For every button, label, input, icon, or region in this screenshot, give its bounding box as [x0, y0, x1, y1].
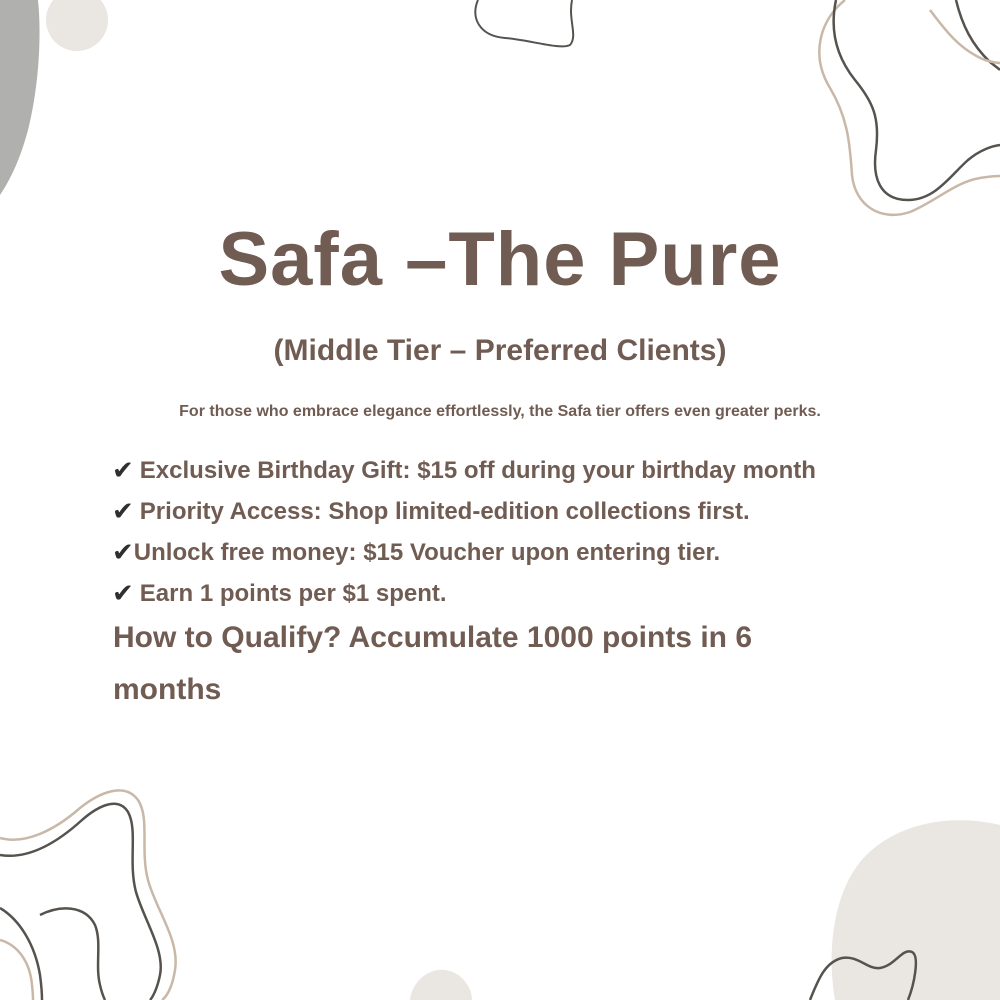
check-icon: ✔ — [112, 578, 134, 608]
tier-title: Safa –The Pure — [218, 217, 782, 302]
perk-text: Unlock free money: $15 Voucher upon entering tier. — [133, 538, 721, 566]
perk-item — [112, 491, 972, 532]
perk-text: Earn 1 points per $1 spent. — [139, 579, 447, 607]
perk-list — [112, 450, 972, 614]
check-icon: ✔ — [112, 537, 134, 567]
perk-item — [112, 450, 972, 491]
check-icon: ✔ — [112, 455, 134, 485]
perk-item — [112, 532, 972, 573]
tier-subtitle: (Middle Tier – Preferred Clients) — [273, 334, 727, 367]
perk-text: Exclusive Birthday Gift: $15 off during your birthday month — [139, 456, 816, 484]
qualify-text: How to Qualify? Accumulate 1000 points in 6 months — [113, 621, 753, 706]
perk-text: Priority Access: Shop limited-edition collections first. — [139, 497, 750, 525]
tier-intro: For those who embrace elegance effortlessly, the Safa tier offers even greater perks. — [179, 403, 821, 420]
perk-item — [112, 573, 972, 614]
check-icon: ✔ — [112, 496, 134, 526]
